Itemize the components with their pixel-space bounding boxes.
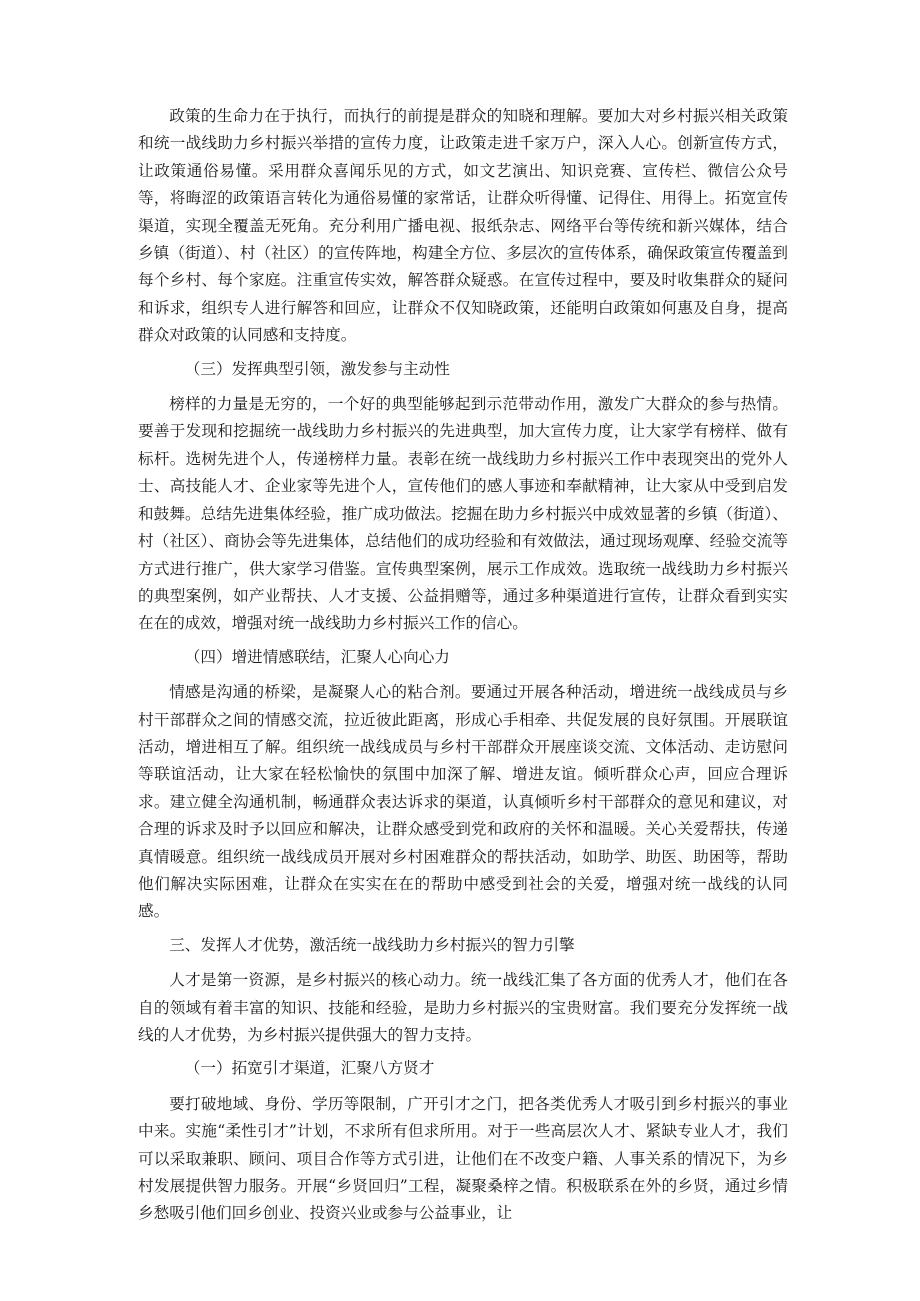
paragraph-typical-examples: 榜样的力量是无穷的，一个好的典型能够起到示范带动作用，激发广大群众的参与热情。要善于发现和挖掘统一战线助力乡村振兴的先进典型，加大宣传力度，让大家学有榜样、做有标杆。选树先进个人，传递榜样力量。表彰在统一战线助力乡村振兴工作中表现突出的党外人士、高技能人才、企业家等先进个人，宣传他们的感人事迹和奉献精神，让大家从中受到启发和鼓舞。总结先进集体经验，推广成功做法。挖掘在助力乡村振兴中成效显著的乡镇（街道）、村（社区）、商协会等先进集体，总结他们的成功经验和有效做法，通过现场观摩、经验交流等方式进行推广，供大家学习借鉴。宣传典型案例，展示工作成效。选取统一战线助力乡村振兴的典型案例，如产业帮扶、人才支援、公益捐赠等，通过多种渠道进行宣传，让群众看到实实在在的成效，增强对统一战线助力乡村振兴工作的信心。	[138, 395, 788, 633]
subheading-emotional-bond: （四）增进情感联结，汇聚人心向心力	[184, 647, 450, 666]
paragraph-talent-channels: 要打破地域、身份、学历等限制，广开引才之门，把各类优秀人才吸引到乡村振兴的事业中来。实施“柔性引才”计划，不求所有但求所用。对于一些高层次人才、紧缺专业人才，我们可以采取兼职、顾问、项目合作等方式引进，让他们在不改变户籍、人事关系的情况下，为乡村发展提供智力服务。开展“乡贤回归”工程，凝聚桑梓之情。积极联系在外的乡贤，通过乡情乡愁吸引他们回乡创业、投资兴业或参与公益事业，让	[138, 1094, 788, 1223]
section-heading-talent: 三、发挥人才优势，激活统一战线助力乡村振兴的智力引擎	[169, 935, 575, 954]
paragraph-emotional-bond: 情感是沟通的桥梁，是凝聚人心的粘合剂。要通过开展各种活动，增进统一战线成员与乡村干部群众之间的情感交流，拉近彼此距离，形成心手相牵、共促发展的良好氛围。开展联谊活动，增进相互了解。组织统一战线成员与乡村干部群众开展座谈交流、文体活动、走访慰问等联谊活动，让大家在轻松愉快的氛围中加深了解、增进友谊。倾听群众心声，回应合理诉求。建立健全沟通机制，畅通群众表达诉求的渠道，认真倾听乡村干部群众的意见和建议，对合理的诉求及时予以回应和解决，让群众感受到党和政府的关怀和温暖。关心关爱帮扶，传递真情暖意。组织统一战线成员开展对乡村困难群众的帮扶活动，如助学、助医、助困等，帮助他们解决实际困难，让群众在实实在在的帮助中感受到社会的关爱，增强对统一战线的认同感。	[138, 683, 788, 921]
paragraph-policy-publicity: 政策的生命力在于执行，而执行的前提是群众的知晓和理解。要加大对乡村振兴相关政策和统一战线助力乡村振兴举措的宣传力度，让政策走进千家万户，深入人心。创新宣传方式，让政策通俗易懂。采用群众喜闻乐见的方式，如文艺演出、知识竞赛、宣传栏、微信公众号等，将晦涩的政策语言转化为通俗易懂的家常话，让群众听得懂、记得住、用得上。拓宽宣传渠道，实现全覆盖无死角。充分利用广播电视、报纸杂志、网络平台等传统和新兴媒体，结合乡镇（街道）、村（社区）的宣传阵地，构建全方位、多层次的宣传体系，确保政策宣传覆盖到每个乡村、每个家庭。注重宣传实效，解答群众疑惑。在宣传过程中，要及时收集群众的疑问和诉求，组织专人进行解答和回应，让群众不仅知晓政策，还能明白政策如何惠及自身，提高群众对政策的认同感和支持度。	[138, 107, 788, 345]
subheading-typical-examples: （三）发挥典型引领，激发参与主动性	[184, 359, 450, 378]
document-page	[138, 103, 788, 1234]
subheading-talent-channels: （一）拓宽引才渠道，汇聚八方贤才	[184, 1059, 435, 1078]
paragraph-talent-intro: 人才是第一资源，是乡村振兴的核心动力。统一战线汇集了各方面的优秀人才，他们在各自的领域有着丰富的知识、技能和经验，是助力乡村振兴的宝贵财富。我们要充分发挥统一战线的人才优势，为乡村振兴提供强大的智力支持。	[138, 971, 788, 1044]
